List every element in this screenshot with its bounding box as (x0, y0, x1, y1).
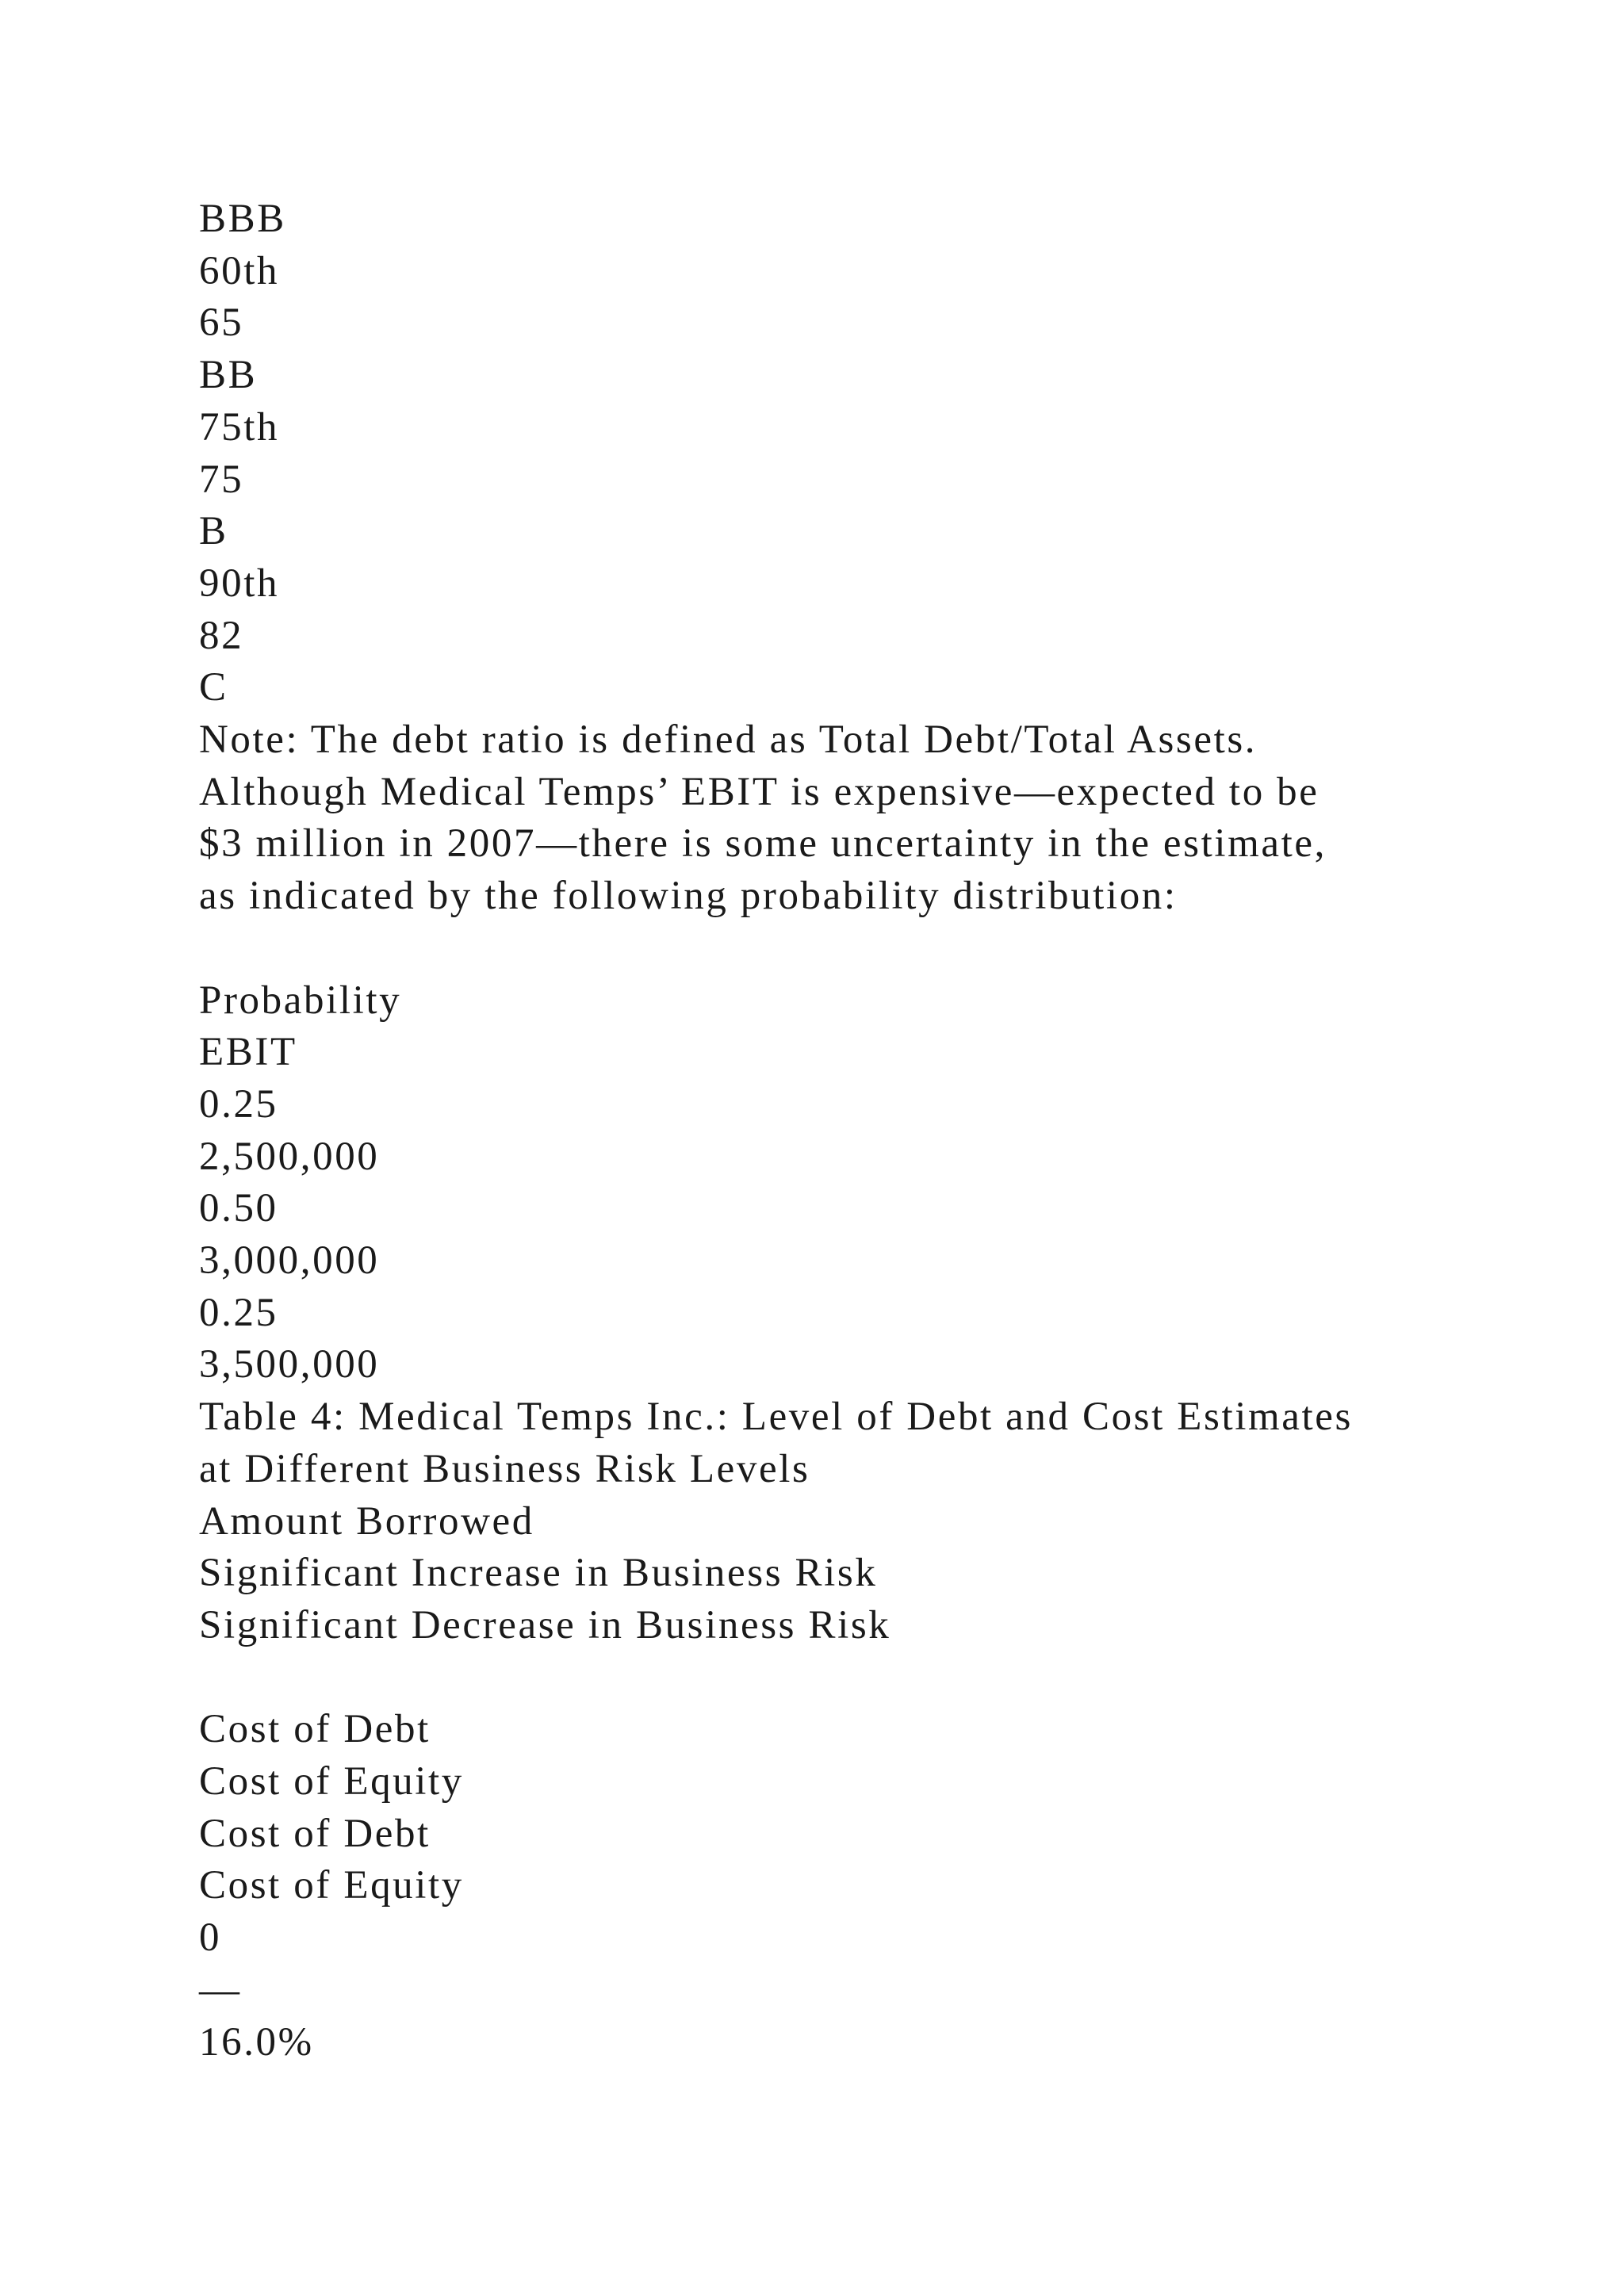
paragraph-line: as indicated by the following probability distribution: (199, 874, 1178, 919)
blank-line (199, 1652, 1547, 1705)
ebit-value: 3,000,000 (199, 1238, 380, 1284)
subheader-cost-of-debt: Cost of Debt (199, 1707, 431, 1752)
column-header-probability: Probability (199, 978, 402, 1023)
debt-ratio-65: 65 (199, 300, 244, 346)
debt-ratio-82: 82 (199, 613, 244, 658)
subheader-cost-of-equity: Cost of Equity (199, 1863, 464, 1908)
paragraph-line: Although Medical Temps’ EBIT is expensive—expected to be (199, 769, 1320, 814)
rating-c: C (199, 665, 228, 710)
document-body (199, 193, 1547, 2068)
percentile-60th: 60th (199, 248, 280, 293)
cost-of-debt-value: — (199, 1967, 242, 2012)
table-title-continued: at Different Business Risk Levels (199, 1446, 810, 1491)
subheader-cost-of-debt: Cost of Debt (199, 1811, 431, 1856)
probability-value: 0.25 (199, 1290, 278, 1335)
debt-ratio-75: 75 (199, 457, 244, 502)
cost-of-equity-value: 16.0% (199, 2019, 314, 2064)
column-header-ebit: EBIT (199, 1030, 297, 1075)
rating-b: B (199, 509, 228, 554)
probability-value: 0.50 (199, 1186, 278, 1231)
column-header-amount-borrowed: Amount Borrowed (199, 1498, 534, 1544)
amount-borrowed-value: 0 (199, 1915, 222, 1961)
column-header-risk-decrease: Significant Decrease in Business Risk (199, 1602, 891, 1647)
probability-value: 0.25 (199, 1081, 278, 1127)
blank-line (199, 923, 1547, 975)
ebit-value: 3,500,000 (199, 1342, 380, 1387)
paragraph-line: $3 million in 2007—there is some uncertainty in the estimate, (199, 821, 1327, 867)
ebit-value: 2,500,000 (199, 1134, 380, 1179)
column-header-risk-increase: Significant Increase in Business Risk (199, 1551, 878, 1596)
subheader-cost-of-equity: Cost of Equity (199, 1759, 464, 1804)
note-paragraph-line: Note: The debt ratio is defined as Total Debt/Total Assets. (199, 718, 1258, 763)
percentile-75th: 75th (199, 404, 280, 450)
rating-bb: BB (199, 353, 258, 398)
rating-bbb: BBB (199, 197, 286, 241)
table-title: Table 4: Medical Temps Inc.: Level of Debt and Cost Estimates (199, 1395, 1353, 1440)
percentile-90th: 90th (199, 561, 280, 606)
